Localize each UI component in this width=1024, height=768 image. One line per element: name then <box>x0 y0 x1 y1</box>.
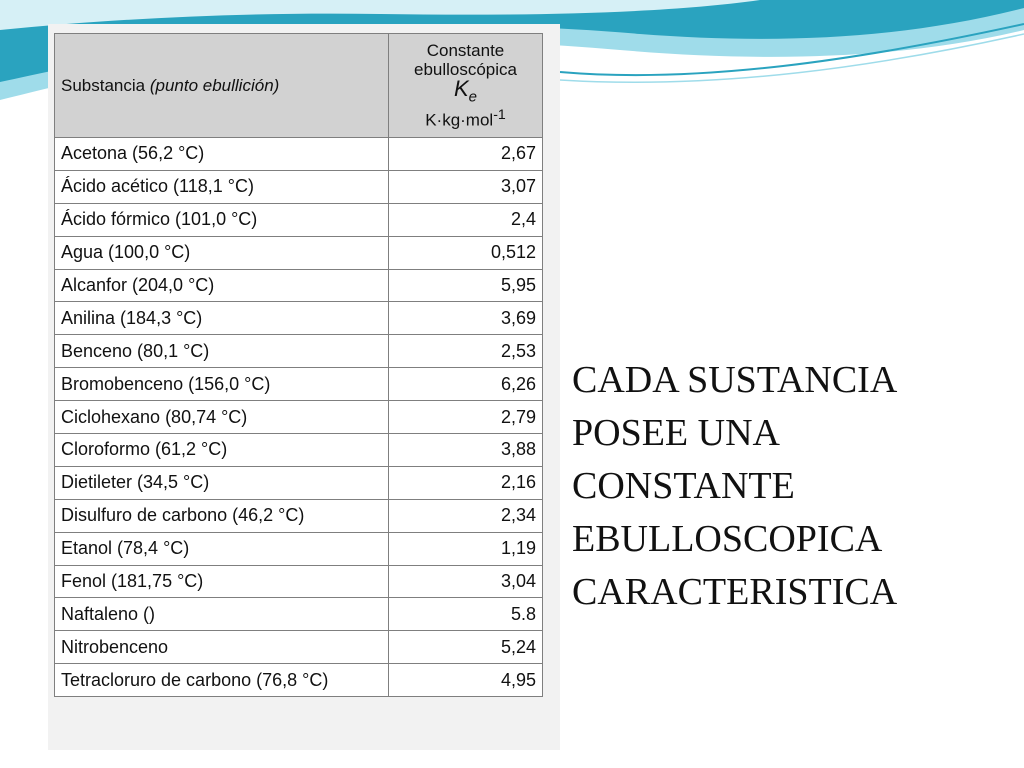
table-row <box>55 598 543 631</box>
table-row <box>55 368 543 401</box>
ebullioscopic-constants-table <box>54 33 543 697</box>
substance-cell: Dietileter (34,5 °C) <box>55 466 389 499</box>
constant-value-cell: 5,95 <box>389 269 543 302</box>
header-constant-line1: Constante <box>426 40 505 60</box>
table-header-row <box>55 34 543 138</box>
table-row <box>55 401 543 434</box>
constant-value-cell: 0,512 <box>389 236 543 269</box>
table-row <box>55 664 543 697</box>
table-row <box>55 565 543 598</box>
table-row <box>55 236 543 269</box>
caption-line: EBULLOSCOPICA <box>572 518 883 560</box>
table-row <box>55 499 543 532</box>
table-row <box>55 203 543 236</box>
table-row <box>55 138 543 171</box>
substance-cell: Acetona (56,2 °C) <box>55 138 389 171</box>
caption-line: CARACTERISTICA <box>572 571 898 613</box>
substance-cell: Ciclohexano (80,74 °C) <box>55 401 389 434</box>
table-row <box>55 170 543 203</box>
slide-caption <box>572 354 1012 619</box>
table-row <box>55 466 543 499</box>
substance-cell: Ácido fórmico (101,0 °C) <box>55 203 389 236</box>
caption-line: CONSTANTE <box>572 465 795 507</box>
constant-value-cell: 3,07 <box>389 170 543 203</box>
constant-value-cell: 6,26 <box>389 368 543 401</box>
header-substance-label: Substancia <box>61 75 150 95</box>
header-substance-note: (punto ebullición) <box>149 75 280 95</box>
header-constant <box>389 34 543 138</box>
table-row <box>55 302 543 335</box>
constant-value-cell: 2,67 <box>389 138 543 171</box>
header-units-main: K·kg·mol <box>425 111 494 131</box>
substance-cell: Cloroformo (61,2 °C) <box>55 434 389 467</box>
table-row <box>55 269 543 302</box>
constant-value-cell: 5,24 <box>389 631 543 664</box>
substance-cell: Etanol (78,4 °C) <box>55 532 389 565</box>
constant-value-cell: 3,88 <box>389 434 543 467</box>
caption-line: CADA SUSTANCIA <box>572 359 898 401</box>
substance-cell: Ácido acético (118,1 °C) <box>55 170 389 203</box>
header-units <box>395 106 536 130</box>
constant-value-cell: 2,53 <box>389 335 543 368</box>
substance-cell: Anilina (184,3 °C) <box>55 302 389 335</box>
header-substance <box>55 34 389 138</box>
table-row <box>55 434 543 467</box>
constant-value-cell: 4,95 <box>389 664 543 697</box>
substance-cell: Bromobenceno (156,0 °C) <box>55 368 389 401</box>
constant-value-cell: 3,04 <box>389 565 543 598</box>
header-symbol <box>395 75 536 106</box>
substance-cell: Nitrobenceno <box>55 631 389 664</box>
substance-cell: Disulfuro de carbono (46,2 °C) <box>55 499 389 532</box>
constant-value-cell: 2,79 <box>389 401 543 434</box>
substance-cell: Tetracloruro de carbono (76,8 °C) <box>55 664 389 697</box>
constant-value-cell: 2,34 <box>389 499 543 532</box>
constant-value-cell: 1,19 <box>389 532 543 565</box>
constant-value-cell: 3,69 <box>389 302 543 335</box>
caption-line: POSEE UNA <box>572 412 780 454</box>
header-symbol-main: K <box>453 75 469 101</box>
table-row <box>55 532 543 565</box>
header-symbol-sub: e <box>468 88 478 106</box>
substance-cell: Fenol (181,75 °C) <box>55 565 389 598</box>
constant-value-cell: 2,16 <box>389 466 543 499</box>
table-row <box>55 631 543 664</box>
substance-cell: Alcanfor (204,0 °C) <box>55 269 389 302</box>
substance-cell: Naftaleno () <box>55 598 389 631</box>
header-units-sup: -1 <box>493 107 506 124</box>
substance-cell: Agua (100,0 °C) <box>55 236 389 269</box>
table-row <box>55 335 543 368</box>
header-constant-line2: ebulloscópica <box>413 59 517 79</box>
constant-value-cell: 5.8 <box>389 598 543 631</box>
substance-cell: Benceno (80,1 °C) <box>55 335 389 368</box>
constant-value-cell: 2,4 <box>389 203 543 236</box>
